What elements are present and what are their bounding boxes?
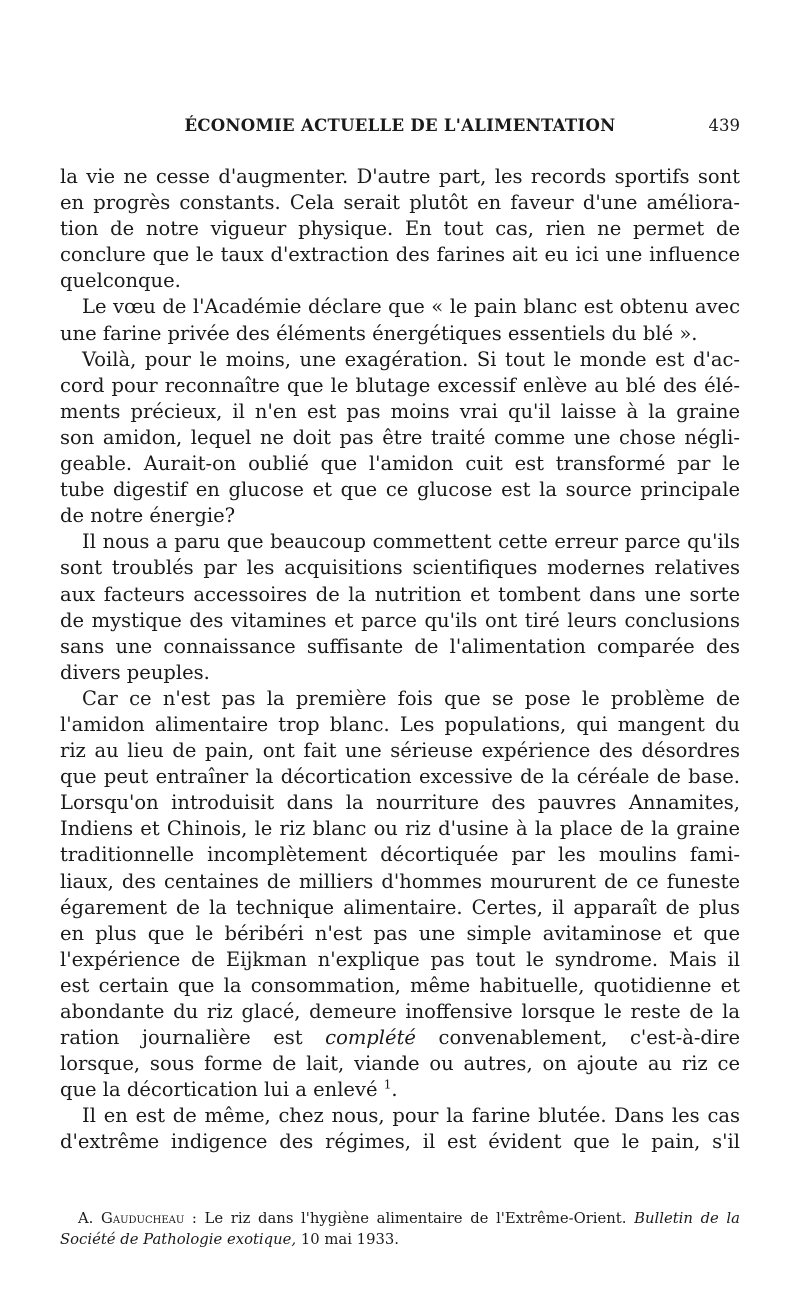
text-line: Il en est de même, chez nous, pour la farine blutée. Dans les cas — [82, 1104, 740, 1128]
running-title: ÉCONOMIE ACTUELLE DE L'ALIMENTATION — [184, 116, 616, 135]
italic-word: complété — [325, 1026, 416, 1050]
text-line: en plus que le béribéri n'est pas une simple avitaminose et que — [60, 921, 740, 945]
text-line: une farine privée des éléments énergétiques essentiels du blé ». — [60, 321, 698, 345]
text-line: lorsque, sous forme de lait, viande ou autres, on ajoute au riz ce — [60, 1052, 740, 1076]
text-line: conclure que le taux d'extraction des farines ait eu ici une influence — [60, 243, 740, 267]
text-line: sont troublés par les acquisitions scientifiques modernes relatives — [60, 556, 740, 580]
text-line: en progrès constants. Cela serait plutôt en faveur d'une améliora- — [60, 191, 740, 215]
text-line-with-italic — [60, 1025, 740, 1051]
text-line: de mystique des vitamines et parce qu'ils ont tiré leurs conclusions — [60, 608, 740, 632]
text-line: de notre énergie? — [60, 504, 236, 528]
text-line: tion de notre vigueur physique. En tout cas, rien ne permet de — [60, 217, 740, 241]
text-line: geable. Aurait-on oublié que l'amidon cuit est transformé par le — [60, 452, 740, 476]
text-line: Indiens et Chinois, le riz blanc ou riz d'usine à la place de la graine — [60, 817, 740, 841]
text-line: Il nous a paru que beaucoup commettent cette erreur parce qu'ils — [82, 530, 740, 554]
text-line: sans une connaissance suffisante de l'alimentation comparée des — [60, 634, 740, 658]
text-segment: ration journalière est — [60, 1026, 326, 1050]
text-line: traditionnelle incomplètement décortiquée par les moulins fami- — [60, 843, 740, 867]
footnote-journal: Société de Pathologie exotique, — [60, 1231, 297, 1248]
text-line: la vie ne cesse d'augmenter. D'autre part, les records sportifs sont — [60, 165, 740, 188]
running-head — [60, 116, 740, 142]
footnote — [60, 1208, 740, 1250]
text-segment: que la décortication lui a enlevé — [60, 1078, 378, 1102]
text-line: Lorsqu'on introduisit dans la nourriture des pauvres Annamites, — [60, 791, 740, 815]
text-line: ments précieux, il n'en est pas moins vrai qu'il laisse à la graine — [60, 399, 740, 423]
footnote-line — [60, 1208, 740, 1229]
text-line: divers peuples. — [60, 660, 210, 684]
text-line: tube digestif en glucose et que ce glucose est la source principale — [60, 478, 740, 502]
text-line: Car ce n'est pas la première fois que se pose le problème de — [82, 686, 740, 710]
text-line: l'amidon alimentaire trop blanc. Les populations, qui mangent du — [60, 712, 740, 736]
footnote-reference[interactable]: 1 — [383, 1077, 392, 1092]
text-line: Le vœu de l'Académie déclare que « le pain blanc est obtenu avec — [82, 295, 740, 319]
page-number: 439 — [708, 116, 740, 135]
text-line: aux facteurs accessoires de la nutrition et tombent dans une sorte — [60, 582, 740, 606]
text-line: cord pour reconnaître que le blutage excessif enlève au blé des élé- — [60, 373, 740, 397]
text-line: liaux, des centaines de milliers d'hommes moururent de ce funeste — [60, 869, 740, 893]
text-line: abondante du riz glacé, demeure inoffensive lorsque le reste de la — [60, 1000, 740, 1023]
text-line: d'extrême indigence des régimes, il est évident que le pain, s'il — [60, 1130, 740, 1154]
text-line: l'expérience de Eijkman n'explique pas tout le syndrome. Mais il — [60, 947, 740, 971]
text-line: égarement de la technique alimentaire. Certes, il apparaît de plus — [60, 895, 740, 919]
footnote-date: 10 mai 1933. — [296, 1231, 400, 1248]
text-line: que peut entraîner la décortication excessive de la céréale de base. — [60, 765, 740, 789]
text-segment: . — [391, 1078, 398, 1102]
footnote-line — [60, 1229, 740, 1250]
text-line: riz au lieu de pain, ont fait une sérieuse expérience des désordres — [60, 739, 740, 763]
footnote-marker: A. — [78, 1210, 94, 1227]
text-segment: convenablement, c'est-à-dire — [415, 1026, 740, 1050]
text-line: son amidon, lequel ne doit pas être traité comme une chose négli- — [60, 425, 740, 449]
text-line-with-note — [60, 1077, 740, 1103]
footnote-author: Gauducheau — [101, 1210, 185, 1227]
text-line: Voilà, pour le moins, une exagération. Si tout le monde est d'ac- — [82, 347, 740, 371]
text-line: quelconque. — [60, 269, 181, 293]
body-text — [60, 164, 740, 1156]
footnote-title: : Le riz dans l'hygiène alimentaire de l'Extrême-Orient. — [184, 1210, 635, 1227]
text-line: est certain que la consommation, même habituelle, quotidienne et — [60, 973, 740, 997]
footnote-journal: Bulletin de la — [634, 1210, 740, 1227]
